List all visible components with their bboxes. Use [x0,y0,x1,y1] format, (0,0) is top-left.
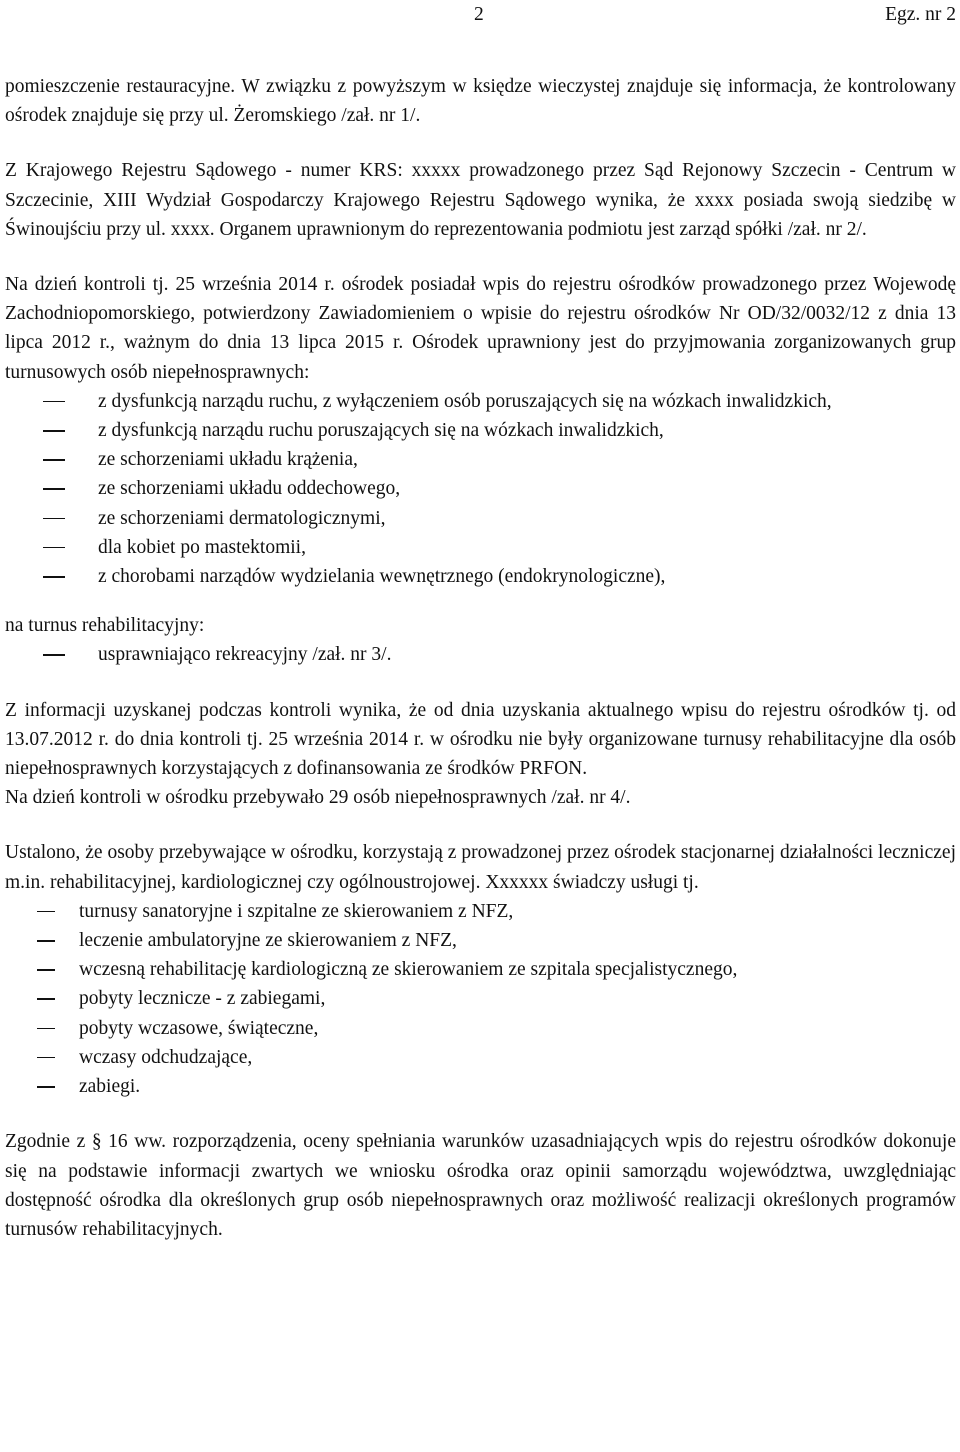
paragraph-property-info: pomieszczenie restauracyjne. W związku z powyższym w księdze wieczystej znajduje się informacja, że kontrolowany ośrodek znajduje się przy ul. Żeromskiego /zał. nr 1/. [5,76,956,127]
disability-groups-list [5,387,956,591]
list-item: turnusy sanatoryjne i szpitalne ze skierowaniem z NFZ, [5,897,956,926]
copy-label: Egz. nr 2 [885,4,956,25]
services-list [5,897,956,1101]
list-item: pobyty lecznicze - z zabiegami, [5,984,956,1013]
list-item: zabiegi. [5,1072,956,1101]
turnus-label: na turnus rehabilitacyjny: [5,615,205,637]
list-item: ze schorzeniami dermatologicznymi, [5,504,956,533]
paragraph-residents-count: Na dzień kontroli w ośrodku przebywało 29 osób niepełnosprawnych /zał. nr 4/. [5,787,631,809]
paragraph-krs-info: Z Krajowego Rejestru Sądowego - numer KRS: xxxxx prowadzonego przez Sąd Rejonowy Szczecin - Centrum w Szczecinie, XIII Wydział Gospodarczy Krajowego Rejestru Sądowego wynika, że xxxx posiada swoją siedzibę w Świnoujściu przy ul. xxxx. Organem uprawnionym do reprezentowania podmiotu jest zarząd spółki /zał. nr 2/. [5,160,956,240]
list-item: ze schorzeniami układu krążenia, [5,445,956,474]
list-item: dla kobiet po mastektomii, [5,533,956,562]
list-item: z chorobami narządów wydzielania wewnętrznego (endokrynologiczne), [5,562,956,591]
paragraph-registry-entry: Na dzień kontroli tj. 25 września 2014 r. ośrodek posiadał wpis do rejestru ośrodków prowadzonego przez Wojewodę Zachodniopomorskiego, potwierdzony Zawiadomieniem o wpisie do rejestru ośrodków Nr OD/32/0032/12 z dnia 13 lipca 2012 r., ważnym do dnia 13 lipca 2015 r. Ośrodek uprawniony jest do przyjmowania zorganizowanych grup turnusowych osób niepełnosprawnych: [5,274,956,383]
list-item: usprawniająco rekreacyjny /zał. nr 3/. [5,640,956,669]
list-item: wczesną rehabilitację kardiologiczną ze skierowaniem ze szpitala specjalistycznego, [5,955,956,984]
list-item: z dysfunkcją narządu ruchu poruszających się na wózkach inwalidzkich, [5,416,956,445]
list-item: ze schorzeniami układu oddechowego, [5,474,956,503]
turnus-type-list [5,640,956,669]
paragraph-no-turnus: Z informacji uzyskanej podczas kontroli wynika, że od dnia uzyskania aktualnego wpisu do rejestru ośrodków tj. od 13.07.2012 r. do dnia kontroli tj. 25 września 2014 r. w ośrodku nie były organizowane turnusy rehabilitacyjne dla osób niepełnosprawnych korzystających z dofinansowania ze środków PRFON. [5,699,956,780]
page-number: 2 [474,4,484,25]
paragraph-medical-activity: Ustalono, że osoby przebywające w ośrodku, korzystają z prowadzonej przez ośrodek stacjonarnej działalności leczniczej m.in. rehabilitacyjnej, kardiologicznej czy ogólnoustrojowej. Xxxxxx świadczy usługi tj. [5,842,956,893]
paragraph-regulation: Zgodnie z § 16 ww. rozporządzenia, oceny spełniania warunków uzasadniających wpis do rejestru ośrodków dokonuje się na podstawie informacji zwartych we wniosku ośrodka oraz opinii samorządu województwa, uwzględniając dostępność ośrodka dla określonych grup osób niepełnosprawnych oraz możliwość realizacji określonych programów turnusów rehabilitacyjnych. [5,1131,956,1240]
document-body [5,72,956,1244]
list-item: wczasy odchudzające, [5,1043,956,1072]
list-item: z dysfunkcją narządu ruchu, z wyłączeniem osób poruszających się na wózkach inwalidzkich, [5,387,956,416]
list-item: pobyty wczasowe, świąteczne, [5,1014,956,1043]
list-item: leczenie ambulatoryjne ze skierowaniem z NFZ, [5,926,956,955]
